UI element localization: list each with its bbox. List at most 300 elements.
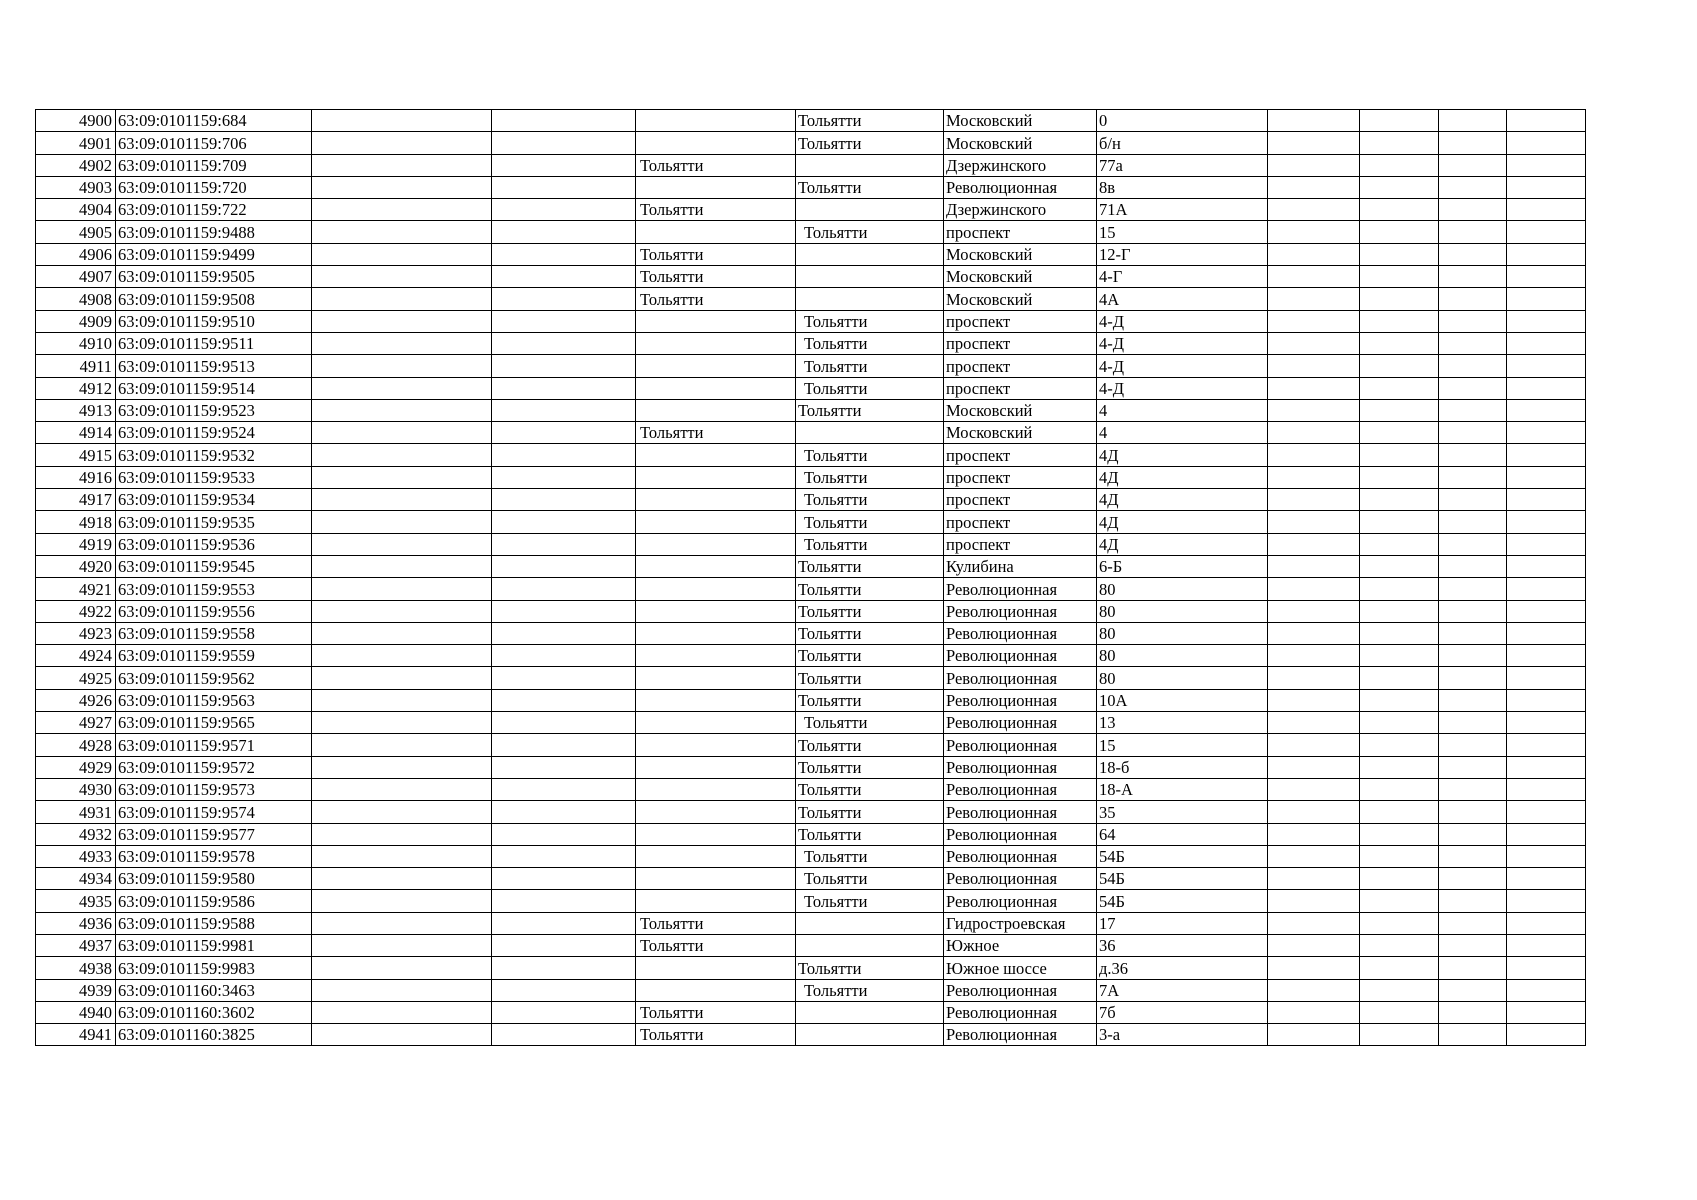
- city-right-cell: Тольятти: [796, 756, 944, 778]
- empty-cell: [1360, 288, 1439, 310]
- empty-cell: [312, 934, 492, 956]
- empty-cell: [1507, 243, 1586, 265]
- empty-cell: [1439, 957, 1507, 979]
- empty-cell: [312, 890, 492, 912]
- empty-cell: [1507, 332, 1586, 354]
- empty-cell: [1268, 377, 1360, 399]
- empty-cell: [1439, 489, 1507, 511]
- cadastral-number-cell: 63:09:0101159:9588: [116, 912, 312, 934]
- empty-cell: [1439, 578, 1507, 600]
- city-left-cell: [636, 890, 796, 912]
- city-right-cell: Тольятти: [796, 712, 944, 734]
- city-right-cell: Тольятти: [796, 845, 944, 867]
- empty-cell: [1507, 689, 1586, 711]
- city-right-cell: [796, 1024, 944, 1046]
- empty-cell: [1507, 734, 1586, 756]
- city-right-cell: Тольятти: [796, 823, 944, 845]
- row-number-cell: 4935: [36, 890, 116, 912]
- empty-cell: [1268, 533, 1360, 555]
- row-number-cell: 4912: [36, 377, 116, 399]
- street-cell: проспект: [944, 466, 1097, 488]
- empty-cell: [1360, 622, 1439, 644]
- cadastral-number-cell: 63:09:0101160:3463: [116, 979, 312, 1001]
- empty-cell: [312, 221, 492, 243]
- table-row: [36, 377, 1586, 399]
- house-cell: б/н: [1097, 132, 1268, 154]
- city-right-cell: [796, 934, 944, 956]
- house-cell: 6-Б: [1097, 555, 1268, 577]
- empty-cell: [312, 266, 492, 288]
- empty-cell: [1360, 912, 1439, 934]
- house-cell: 54Б: [1097, 845, 1268, 867]
- street-cell: Революционная: [944, 176, 1097, 198]
- cadastral-number-cell: 63:09:0101159:9508: [116, 288, 312, 310]
- empty-cell: [1507, 712, 1586, 734]
- empty-cell: [1360, 667, 1439, 689]
- empty-cell: [1439, 399, 1507, 421]
- empty-cell: [1439, 1024, 1507, 1046]
- street-cell: Московский: [944, 288, 1097, 310]
- city-left-cell: Тольятти: [636, 266, 796, 288]
- row-number-cell: 4908: [36, 288, 116, 310]
- city-left-cell: [636, 756, 796, 778]
- city-left-cell: [636, 689, 796, 711]
- empty-cell: [1507, 555, 1586, 577]
- street-cell: Революционная: [944, 979, 1097, 1001]
- city-left-cell: Тольятти: [636, 934, 796, 956]
- table-row: [36, 444, 1586, 466]
- city-left-cell: [636, 600, 796, 622]
- city-right-cell: Тольятти: [796, 176, 944, 198]
- street-cell: Революционная: [944, 845, 1097, 867]
- street-cell: проспект: [944, 355, 1097, 377]
- empty-cell: [1360, 444, 1439, 466]
- empty-cell: [1507, 511, 1586, 533]
- street-cell: Революционная: [944, 823, 1097, 845]
- empty-cell: [1268, 689, 1360, 711]
- empty-cell: [1268, 288, 1360, 310]
- empty-cell: [1439, 667, 1507, 689]
- street-cell: проспект: [944, 533, 1097, 555]
- city-right-cell: Тольятти: [796, 466, 944, 488]
- empty-cell: [1439, 266, 1507, 288]
- empty-cell: [1507, 466, 1586, 488]
- empty-cell: [1439, 1001, 1507, 1023]
- cadastral-number-cell: 63:09:0101159:9558: [116, 622, 312, 644]
- city-left-cell: [636, 555, 796, 577]
- cadastral-number-cell: 63:09:0101160:3825: [116, 1024, 312, 1046]
- empty-cell: [1360, 332, 1439, 354]
- empty-cell: [1507, 288, 1586, 310]
- city-left-cell: [636, 399, 796, 421]
- empty-cell: [1439, 778, 1507, 800]
- city-left-cell: [636, 533, 796, 555]
- cadastral-number-cell: 63:09:0101159:9534: [116, 489, 312, 511]
- table-row: [36, 332, 1586, 354]
- cadastral-number-cell: 63:09:0101159:9983: [116, 957, 312, 979]
- city-right-cell: [796, 266, 944, 288]
- empty-cell: [492, 734, 636, 756]
- empty-cell: [492, 578, 636, 600]
- row-number-cell: 4931: [36, 801, 116, 823]
- city-right-cell: [796, 243, 944, 265]
- empty-cell: [1268, 422, 1360, 444]
- empty-cell: [1439, 533, 1507, 555]
- street-cell: Революционная: [944, 868, 1097, 890]
- city-left-cell: Тольятти: [636, 243, 796, 265]
- house-cell: 80: [1097, 578, 1268, 600]
- empty-cell: [312, 622, 492, 644]
- row-number-cell: 4914: [36, 422, 116, 444]
- empty-cell: [1439, 555, 1507, 577]
- city-right-cell: Тольятти: [796, 801, 944, 823]
- empty-cell: [1360, 578, 1439, 600]
- city-left-cell: [636, 979, 796, 1001]
- city-right-cell: Тольятти: [796, 555, 944, 577]
- empty-cell: [312, 110, 492, 132]
- empty-cell: [1507, 578, 1586, 600]
- street-cell: Московский: [944, 110, 1097, 132]
- empty-cell: [312, 868, 492, 890]
- empty-cell: [1360, 176, 1439, 198]
- house-cell: 3-а: [1097, 1024, 1268, 1046]
- city-right-cell: [796, 199, 944, 221]
- empty-cell: [492, 555, 636, 577]
- empty-cell: [1268, 957, 1360, 979]
- empty-cell: [1360, 957, 1439, 979]
- row-number-cell: 4924: [36, 645, 116, 667]
- empty-cell: [1360, 533, 1439, 555]
- row-number-cell: 4910: [36, 332, 116, 354]
- empty-cell: [492, 912, 636, 934]
- empty-cell: [312, 444, 492, 466]
- house-cell: 15: [1097, 734, 1268, 756]
- table-row: [36, 466, 1586, 488]
- empty-cell: [492, 533, 636, 555]
- cadastral-number-cell: 63:09:0101159:9533: [116, 466, 312, 488]
- house-cell: 54Б: [1097, 890, 1268, 912]
- empty-cell: [1268, 868, 1360, 890]
- street-cell: Революционная: [944, 667, 1097, 689]
- row-number-cell: 4909: [36, 310, 116, 332]
- street-cell: Революционная: [944, 890, 1097, 912]
- row-number-cell: 4926: [36, 689, 116, 711]
- cadastral-number-cell: 63:09:0101159:9559: [116, 645, 312, 667]
- city-left-cell: [636, 176, 796, 198]
- empty-cell: [492, 199, 636, 221]
- row-number-cell: 4920: [36, 555, 116, 577]
- row-number-cell: 4903: [36, 176, 116, 198]
- empty-cell: [1507, 1024, 1586, 1046]
- cadastral-number-cell: 63:09:0101159:9513: [116, 355, 312, 377]
- empty-cell: [492, 221, 636, 243]
- empty-cell: [1360, 979, 1439, 1001]
- table-row: [36, 1001, 1586, 1023]
- row-number-cell: 4918: [36, 511, 116, 533]
- house-cell: 54Б: [1097, 868, 1268, 890]
- row-number-cell: 4936: [36, 912, 116, 934]
- city-left-cell: Тольятти: [636, 1001, 796, 1023]
- empty-cell: [492, 377, 636, 399]
- empty-cell: [1507, 667, 1586, 689]
- city-left-cell: [636, 578, 796, 600]
- city-right-cell: Тольятти: [796, 868, 944, 890]
- empty-cell: [1507, 600, 1586, 622]
- table-row: [36, 199, 1586, 221]
- empty-cell: [1439, 422, 1507, 444]
- city-left-cell: [636, 845, 796, 867]
- empty-cell: [1268, 110, 1360, 132]
- city-left-cell: Тольятти: [636, 912, 796, 934]
- empty-cell: [492, 176, 636, 198]
- street-cell: Революционная: [944, 734, 1097, 756]
- city-left-cell: [636, 712, 796, 734]
- empty-cell: [312, 422, 492, 444]
- house-cell: 80: [1097, 600, 1268, 622]
- empty-cell: [1360, 489, 1439, 511]
- table-row: [36, 957, 1586, 979]
- cadastral-number-cell: 63:09:0101159:9510: [116, 310, 312, 332]
- city-right-cell: Тольятти: [796, 689, 944, 711]
- empty-cell: [1507, 868, 1586, 890]
- street-cell: Дзержинского: [944, 199, 1097, 221]
- empty-cell: [1268, 645, 1360, 667]
- street-cell: Революционная: [944, 712, 1097, 734]
- cadastral-number-cell: 63:09:0101159:9573: [116, 778, 312, 800]
- table-row: [36, 132, 1586, 154]
- empty-cell: [1439, 689, 1507, 711]
- empty-cell: [1360, 934, 1439, 956]
- empty-cell: [492, 823, 636, 845]
- city-left-cell: [636, 310, 796, 332]
- table-row: [36, 154, 1586, 176]
- empty-cell: [1360, 734, 1439, 756]
- city-left-cell: Тольятти: [636, 199, 796, 221]
- city-right-cell: Тольятти: [796, 110, 944, 132]
- city-right-cell: [796, 288, 944, 310]
- table-row: [36, 734, 1586, 756]
- empty-cell: [1268, 355, 1360, 377]
- empty-cell: [492, 1024, 636, 1046]
- empty-cell: [1507, 533, 1586, 555]
- house-cell: 4Д: [1097, 511, 1268, 533]
- empty-cell: [1439, 355, 1507, 377]
- city-left-cell: [636, 110, 796, 132]
- table-row: [36, 489, 1586, 511]
- empty-cell: [312, 489, 492, 511]
- street-cell: Кулибина: [944, 555, 1097, 577]
- city-right-cell: Тольятти: [796, 377, 944, 399]
- empty-cell: [1507, 266, 1586, 288]
- house-cell: 4-Д: [1097, 377, 1268, 399]
- table-row: [36, 801, 1586, 823]
- row-number-cell: 4915: [36, 444, 116, 466]
- row-number-cell: 4941: [36, 1024, 116, 1046]
- empty-cell: [1360, 310, 1439, 332]
- house-cell: 4-Д: [1097, 332, 1268, 354]
- empty-cell: [1507, 801, 1586, 823]
- empty-cell: [312, 979, 492, 1001]
- empty-cell: [1507, 399, 1586, 421]
- empty-cell: [1268, 979, 1360, 1001]
- city-left-cell: Тольятти: [636, 1024, 796, 1046]
- empty-cell: [1439, 645, 1507, 667]
- city-left-cell: [636, 444, 796, 466]
- empty-cell: [1439, 890, 1507, 912]
- street-cell: Южное шоссе: [944, 957, 1097, 979]
- street-cell: проспект: [944, 489, 1097, 511]
- empty-cell: [1360, 845, 1439, 867]
- city-right-cell: Тольятти: [796, 511, 944, 533]
- empty-cell: [492, 489, 636, 511]
- city-right-cell: Тольятти: [796, 355, 944, 377]
- empty-cell: [1439, 712, 1507, 734]
- city-left-cell: [636, 355, 796, 377]
- street-cell: Революционная: [944, 1024, 1097, 1046]
- row-number-cell: 4934: [36, 868, 116, 890]
- empty-cell: [312, 1024, 492, 1046]
- empty-cell: [312, 533, 492, 555]
- empty-cell: [1360, 243, 1439, 265]
- table-body: [36, 110, 1586, 1046]
- row-number-cell: 4937: [36, 934, 116, 956]
- table-row: [36, 712, 1586, 734]
- cadastral-number-cell: 63:09:0101159:9556: [116, 600, 312, 622]
- city-right-cell: Тольятти: [796, 667, 944, 689]
- city-right-cell: Тольятти: [796, 489, 944, 511]
- cadastral-number-cell: 63:09:0101159:9514: [116, 377, 312, 399]
- empty-cell: [1268, 176, 1360, 198]
- empty-cell: [1507, 645, 1586, 667]
- street-cell: Гидростроевская: [944, 912, 1097, 934]
- house-cell: д.36: [1097, 957, 1268, 979]
- empty-cell: [1268, 132, 1360, 154]
- empty-cell: [492, 399, 636, 421]
- street-cell: Московский: [944, 266, 1097, 288]
- empty-cell: [1439, 199, 1507, 221]
- empty-cell: [492, 979, 636, 1001]
- empty-cell: [1360, 355, 1439, 377]
- row-number-cell: 4928: [36, 734, 116, 756]
- house-cell: 4А: [1097, 288, 1268, 310]
- cadastral-number-cell: 63:09:0101159:9536: [116, 533, 312, 555]
- row-number-cell: 4929: [36, 756, 116, 778]
- city-left-cell: [636, 778, 796, 800]
- table-row: [36, 422, 1586, 444]
- city-right-cell: Тольятти: [796, 578, 944, 600]
- empty-cell: [312, 243, 492, 265]
- street-cell: проспект: [944, 310, 1097, 332]
- house-cell: 80: [1097, 667, 1268, 689]
- empty-cell: [1439, 934, 1507, 956]
- table-row: [36, 511, 1586, 533]
- empty-cell: [312, 689, 492, 711]
- cadastral-number-cell: 63:09:0101159:684: [116, 110, 312, 132]
- empty-cell: [1439, 734, 1507, 756]
- house-cell: 17: [1097, 912, 1268, 934]
- empty-cell: [312, 845, 492, 867]
- row-number-cell: 4905: [36, 221, 116, 243]
- empty-cell: [1507, 622, 1586, 644]
- house-cell: 4: [1097, 422, 1268, 444]
- empty-cell: [312, 377, 492, 399]
- house-cell: 7А: [1097, 979, 1268, 1001]
- empty-cell: [1268, 845, 1360, 867]
- house-cell: 36: [1097, 934, 1268, 956]
- empty-cell: [312, 176, 492, 198]
- table-row: [36, 756, 1586, 778]
- city-right-cell: Тольятти: [796, 533, 944, 555]
- empty-cell: [1507, 778, 1586, 800]
- empty-cell: [312, 555, 492, 577]
- house-cell: 4Д: [1097, 466, 1268, 488]
- empty-cell: [1268, 667, 1360, 689]
- empty-cell: [1268, 466, 1360, 488]
- empty-cell: [312, 645, 492, 667]
- cadastral-number-cell: 63:09:0101159:9499: [116, 243, 312, 265]
- empty-cell: [1507, 199, 1586, 221]
- city-right-cell: Тольятти: [796, 957, 944, 979]
- empty-cell: [1268, 801, 1360, 823]
- empty-cell: [1439, 377, 1507, 399]
- street-cell: Революционная: [944, 801, 1097, 823]
- empty-cell: [1360, 221, 1439, 243]
- row-number-cell: 4938: [36, 957, 116, 979]
- city-right-cell: Тольятти: [796, 399, 944, 421]
- empty-cell: [492, 712, 636, 734]
- house-cell: 35: [1097, 801, 1268, 823]
- street-cell: Революционная: [944, 756, 1097, 778]
- table-row: [36, 823, 1586, 845]
- house-cell: 7б: [1097, 1001, 1268, 1023]
- empty-cell: [1268, 332, 1360, 354]
- empty-cell: [1507, 154, 1586, 176]
- empty-cell: [492, 422, 636, 444]
- empty-cell: [492, 756, 636, 778]
- empty-cell: [1507, 845, 1586, 867]
- cadastral-number-cell: 63:09:0101159:9505: [116, 266, 312, 288]
- city-left-cell: [636, 734, 796, 756]
- street-cell: проспект: [944, 377, 1097, 399]
- empty-cell: [1360, 823, 1439, 845]
- empty-cell: [1268, 734, 1360, 756]
- empty-cell: [492, 957, 636, 979]
- row-number-cell: 4939: [36, 979, 116, 1001]
- empty-cell: [1360, 689, 1439, 711]
- table-row: [36, 399, 1586, 421]
- city-right-cell: Тольятти: [796, 778, 944, 800]
- empty-cell: [1439, 221, 1507, 243]
- city-right-cell: Тольятти: [796, 645, 944, 667]
- row-number-cell: 4904: [36, 199, 116, 221]
- table-row: [36, 890, 1586, 912]
- empty-cell: [312, 667, 492, 689]
- empty-cell: [1360, 422, 1439, 444]
- cadastral-number-cell: 63:09:0101159:706: [116, 132, 312, 154]
- empty-cell: [1268, 555, 1360, 577]
- house-cell: 18-б: [1097, 756, 1268, 778]
- row-number-cell: 4919: [36, 533, 116, 555]
- cadastral-table: [35, 109, 1586, 1046]
- empty-cell: [492, 511, 636, 533]
- empty-cell: [492, 868, 636, 890]
- row-number-cell: 4902: [36, 154, 116, 176]
- table-row: [36, 622, 1586, 644]
- city-left-cell: Тольятти: [636, 422, 796, 444]
- table-row: [36, 645, 1586, 667]
- empty-cell: [1360, 399, 1439, 421]
- empty-cell: [1268, 221, 1360, 243]
